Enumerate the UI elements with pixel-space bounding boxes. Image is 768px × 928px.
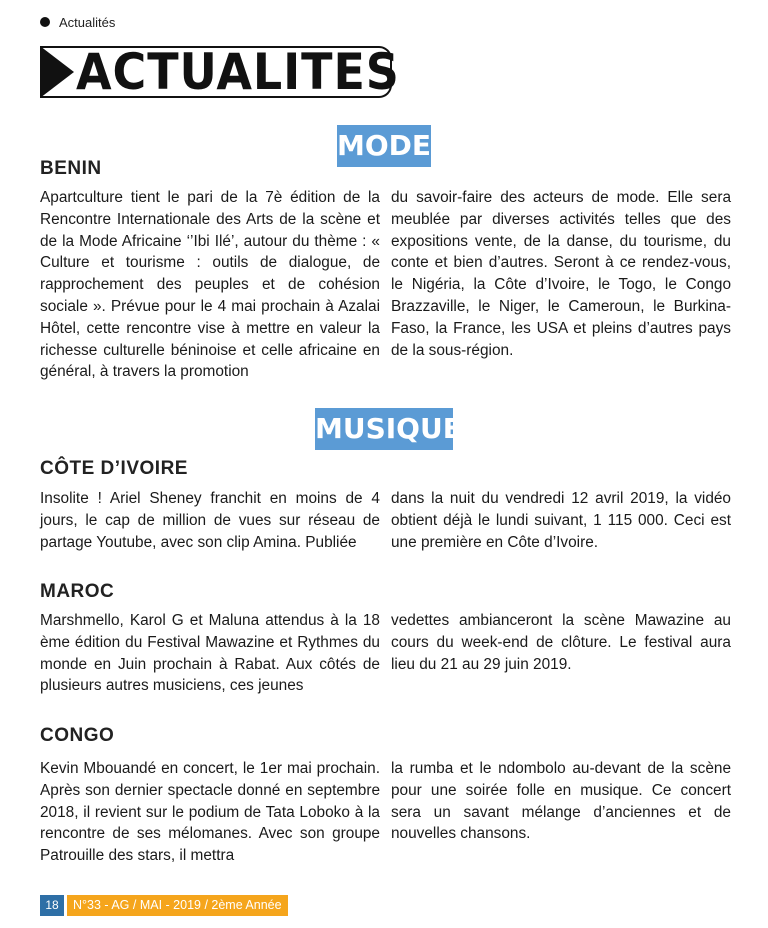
article-cote-ivoire-left: Insolite ! Ariel Sheney franchit en moins de 4 jours, le cap de million de vues sur réseau de partage Youtube, avec son clip Amina. Publiée — [40, 490, 380, 551]
breadcrumb — [40, 13, 115, 31]
bullet-icon — [40, 17, 50, 27]
article-congo-right: la rumba et le ndombolo au-devant de la scène pour une soirée folle en musique. Ce concert sera un savant mélange d’anciennes et de nouvelles chansons. — [391, 760, 731, 843]
page-footer — [40, 895, 288, 916]
heading-benin: BENIN — [40, 158, 102, 179]
heading-cote-ivoire: CÔTE D’IVOIRE — [40, 458, 188, 479]
issue-info: N°33 - AG / MAI - 2019 / 2ème Année — [67, 895, 288, 916]
article-benin-left: Apartculture tient le pari de la 7è édition de la Rencontre Internationale des Arts de la scène et de la Mode Africaine ‘’Ibi Ilé’, autour du thème : « Culture et tourisme : outils de dialogue, de rapprochement des peuples et de cohésion sociale ». Prévue pour le 4 mai prochain à Azalai Hôtel, cette rencontre vise à mettre en valeur la richesse culturelle béninoise et celle africaine en général, à travers la promotion — [40, 189, 380, 381]
article-cote-ivoire-right: dans la nuit du vendredi 12 avril 2019, la vidéo obtient déjà le lundi suivant, 1 115 000. Ceci est une première en Côte d’Ivoire. — [391, 490, 731, 551]
article-maroc-left: Marshmello, Karol G et Maluna attendus à la 18 ème édition du Festival Mawazine et Rythmes du monde en Juin prochain à Rabat. Aux côtés de plusieurs autres musiciens, ces jeunes — [40, 612, 380, 695]
heading-maroc: MAROC — [40, 581, 115, 602]
article-benin-right: du savoir-faire des acteurs de mode. Elle sera meublée par diverses activités telles que des expositions vente, de la danse, du tourisme, du conte et bien d’autres. Seront à ce rendez-vous, le Nigéria, la Côte d’Ivoire, le Togo, le Congo Brazzaville, le Niger, le Cameroun, le Burkina-Faso, la France, les USA et pleins d’autres pays de la sous-région. — [391, 189, 731, 359]
breadcrumb-label: Actualités — [59, 14, 116, 30]
article-maroc-right: vedettes ambianceront la scène Mawazine au cours du week-end de clôture. Le festival aura lieu du 21 au 29 juin 2019. — [391, 612, 731, 673]
play-triangle-icon — [40, 46, 74, 98]
page-number: 18 — [40, 895, 64, 916]
section-banner-musique: MUSIQUE — [315, 408, 453, 450]
masthead — [40, 43, 400, 101]
heading-congo: CONGO — [40, 725, 115, 746]
page-title: ACTUALITES — [76, 43, 400, 101]
section-banner-mode: MODE — [337, 125, 431, 167]
article-congo-left: Kevin Mbouandé en concert, le 1er mai prochain. Après son dernier spectacle donné en septembre 2018, il revient sur le podium de Tata Loboko à la rencontre de ses mélomanes. Avec son groupe Patrouille des stars, il mettra — [40, 760, 380, 865]
